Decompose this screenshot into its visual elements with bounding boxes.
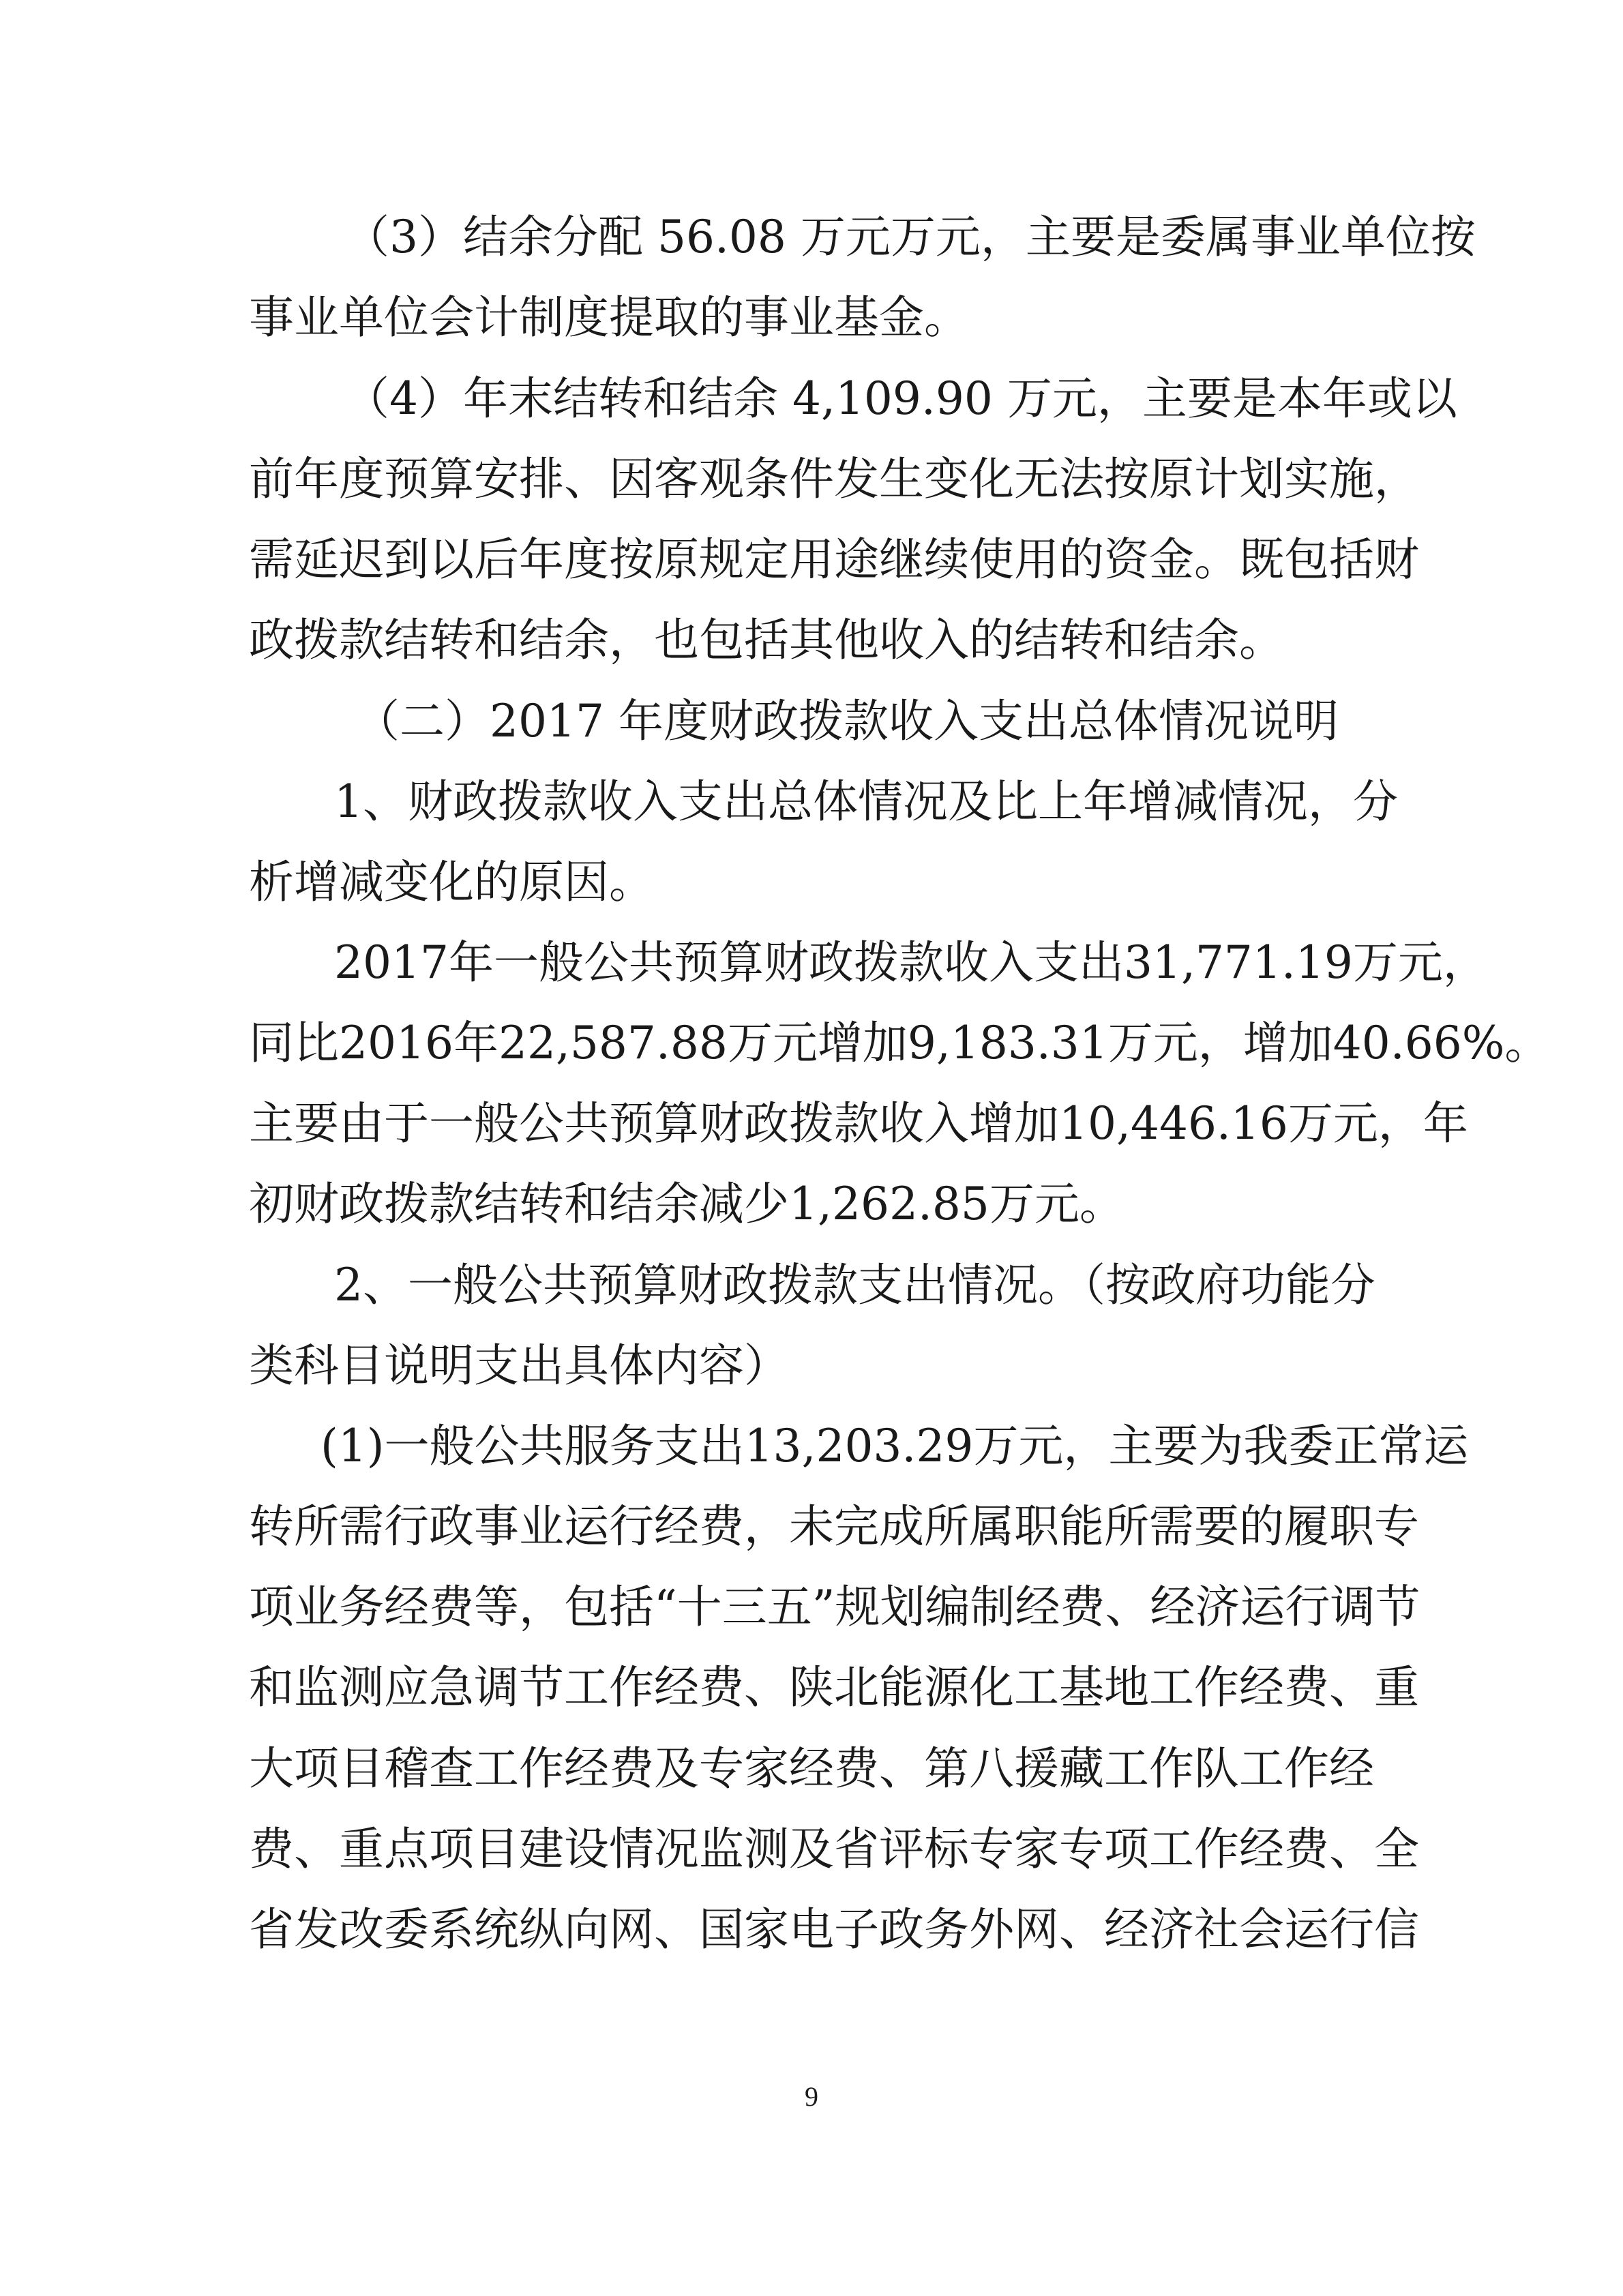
paragraph-line-11: 同比2016年22,587.88万元增加9,183.31万元，增加40.66%。 xyxy=(249,1017,1550,1069)
paragraph-line-16: (1)一般公共服务支出13,203.29万元，主要为我委正常运 xyxy=(321,1420,1469,1472)
paragraph-line-8: 1、财政拨款收入支出总体情况及比上年增减情况，分 xyxy=(334,775,1398,828)
paragraph-line-1: （3）结余分配 56.08 万元万元，主要是委属事业单位按 xyxy=(344,211,1476,263)
paragraph-line-22: 省发改委系统纵向网、国家电子政务外网、经济社会运行信 xyxy=(249,1903,1419,1956)
paragraph-line-18: 项业务经费等，包括“十三五”规划编制经费、经济运行调节 xyxy=(249,1581,1420,1633)
paragraph-line-2: 事业单位会计制度提取的事业基金。 xyxy=(249,291,969,344)
paragraph-line-14: 2、一般公共预算财政拨款支出情况。（按政府功能分 xyxy=(334,1259,1375,1311)
paragraph-line-5: 需延迟到以后年度按原规定用途继续使用的资金。既包括财 xyxy=(249,533,1419,586)
paragraph-line-15: 类科目说明支出具体内容） xyxy=(249,1339,789,1392)
paragraph-line-17: 转所需行政事业运行经费，未完成所属职能所需要的履职专 xyxy=(249,1500,1419,1553)
paragraph-line-12: 主要由于一般公共预算财政拨款收入增加10,446.16万元，年 xyxy=(249,1097,1468,1150)
paragraph-line-9: 析增减变化的原因。 xyxy=(249,856,654,908)
section-heading: （二）2017 年度财政拨款收入支出总体情况说明 xyxy=(355,695,1339,747)
page-number: 9 xyxy=(805,2081,818,2112)
paragraph-line-13: 初财政拨款结转和结余减少1,262.85万元。 xyxy=(249,1178,1125,1230)
paragraph-line-4: 前年度预算安排、因客观条件发生变化无法按原计划实施， xyxy=(249,453,1419,505)
paragraph-line-6: 政拨款结转和结余，也包括其他收入的结转和结余。 xyxy=(249,614,1284,666)
paragraph-line-3: （4）年末结转和结余 4,109.90 万元，主要是本年或以 xyxy=(344,372,1457,425)
paragraph-line-19: 和监测应急调节工作经费、陕北能源化工基地工作经费、重 xyxy=(249,1661,1419,1714)
paragraph-line-21: 费、重点项目建设情况监测及省评标专家专项工作经费、全 xyxy=(249,1823,1419,1875)
paragraph-line-20: 大项目稽查工作经费及专家经费、第八援藏工作队工作经 xyxy=(249,1742,1374,1795)
paragraph-line-10: 2017年一般公共预算财政拨款收入支出31,771.19万元， xyxy=(334,936,1488,989)
